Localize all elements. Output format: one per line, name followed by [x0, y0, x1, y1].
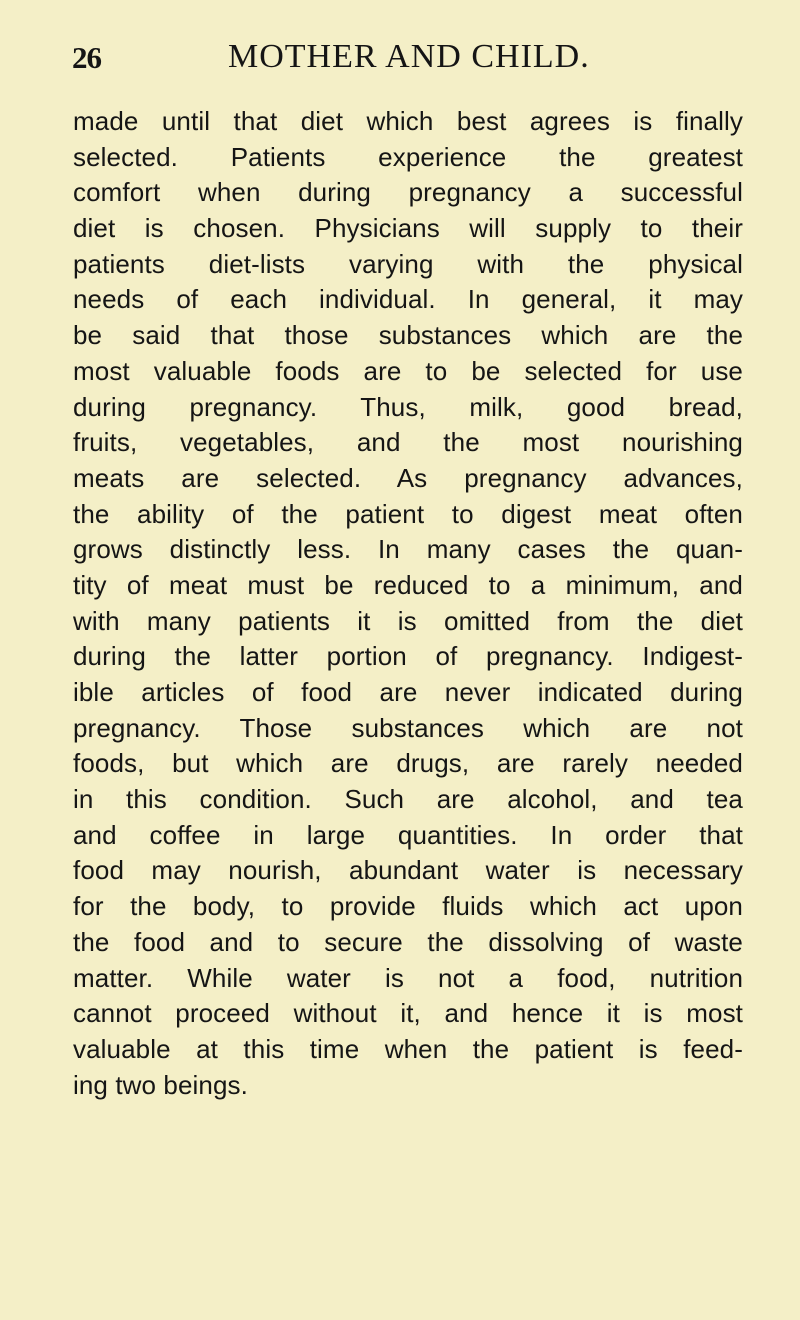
- text-line: ible articles of food are never indicated during: [73, 677, 743, 707]
- text-line: ing two beings.: [73, 1069, 248, 1100]
- text-line: foods, but which are drugs, are rarely needed: [73, 748, 743, 779]
- text-line: matter. While water is not a food, nutrition: [73, 962, 743, 993]
- text-line: made until that diet which best agrees is finally: [73, 106, 743, 136]
- text-line: comfort when during pregnancy a successful: [73, 177, 743, 208]
- text-line: diet is chosen. Physicians will supply to their: [73, 213, 743, 244]
- text-line: meats are selected. As pregnancy advances,: [73, 462, 743, 493]
- text-line: with many patients it is omitted from the diet: [73, 605, 743, 636]
- body-paragraph: [73, 104, 743, 1103]
- page-number: 26: [72, 40, 101, 75]
- text-line: grows distinctly less. In many cases the quan-: [73, 534, 743, 565]
- text-line: the ability of the patient to digest meat often: [73, 498, 743, 529]
- text-line: in this condition. Such are alcohol, and tea: [73, 784, 743, 815]
- text-line: selected. Patients experience the greatest: [73, 141, 743, 172]
- text-line: food may nourish, abundant water is necessary: [73, 855, 743, 886]
- text-line: during the latter portion of pregnancy. Indigest-: [73, 641, 743, 672]
- text-line: most valuable foods are to be selected for use: [73, 355, 743, 386]
- text-line: the food and to secure the dissolving of waste: [73, 926, 743, 957]
- text-line: fruits, vegetables, and the most nourishing: [73, 427, 743, 458]
- text-line: needs of each individual. In general, it may: [73, 284, 743, 315]
- text-line: and coffee in large quantities. In order that: [73, 819, 743, 850]
- text-line: for the body, to provide fluids which act upon: [73, 891, 743, 922]
- text-line: patients diet-lists varying with the physical: [73, 248, 743, 279]
- text-line: be said that those substances which are the: [73, 320, 743, 351]
- page-header: [0, 34, 800, 74]
- running-head: MOTHER AND CHILD.: [228, 38, 590, 75]
- text-line: tity of meat must be reduced to a minimum, and: [73, 569, 743, 600]
- text-line: during pregnancy. Thus, milk, good bread,: [73, 391, 743, 422]
- text-line: cannot proceed without it, and hence it is most: [73, 998, 743, 1029]
- text-line: valuable at this time when the patient is feed-: [73, 1033, 743, 1064]
- text-line: pregnancy. Those substances which are not: [73, 712, 743, 743]
